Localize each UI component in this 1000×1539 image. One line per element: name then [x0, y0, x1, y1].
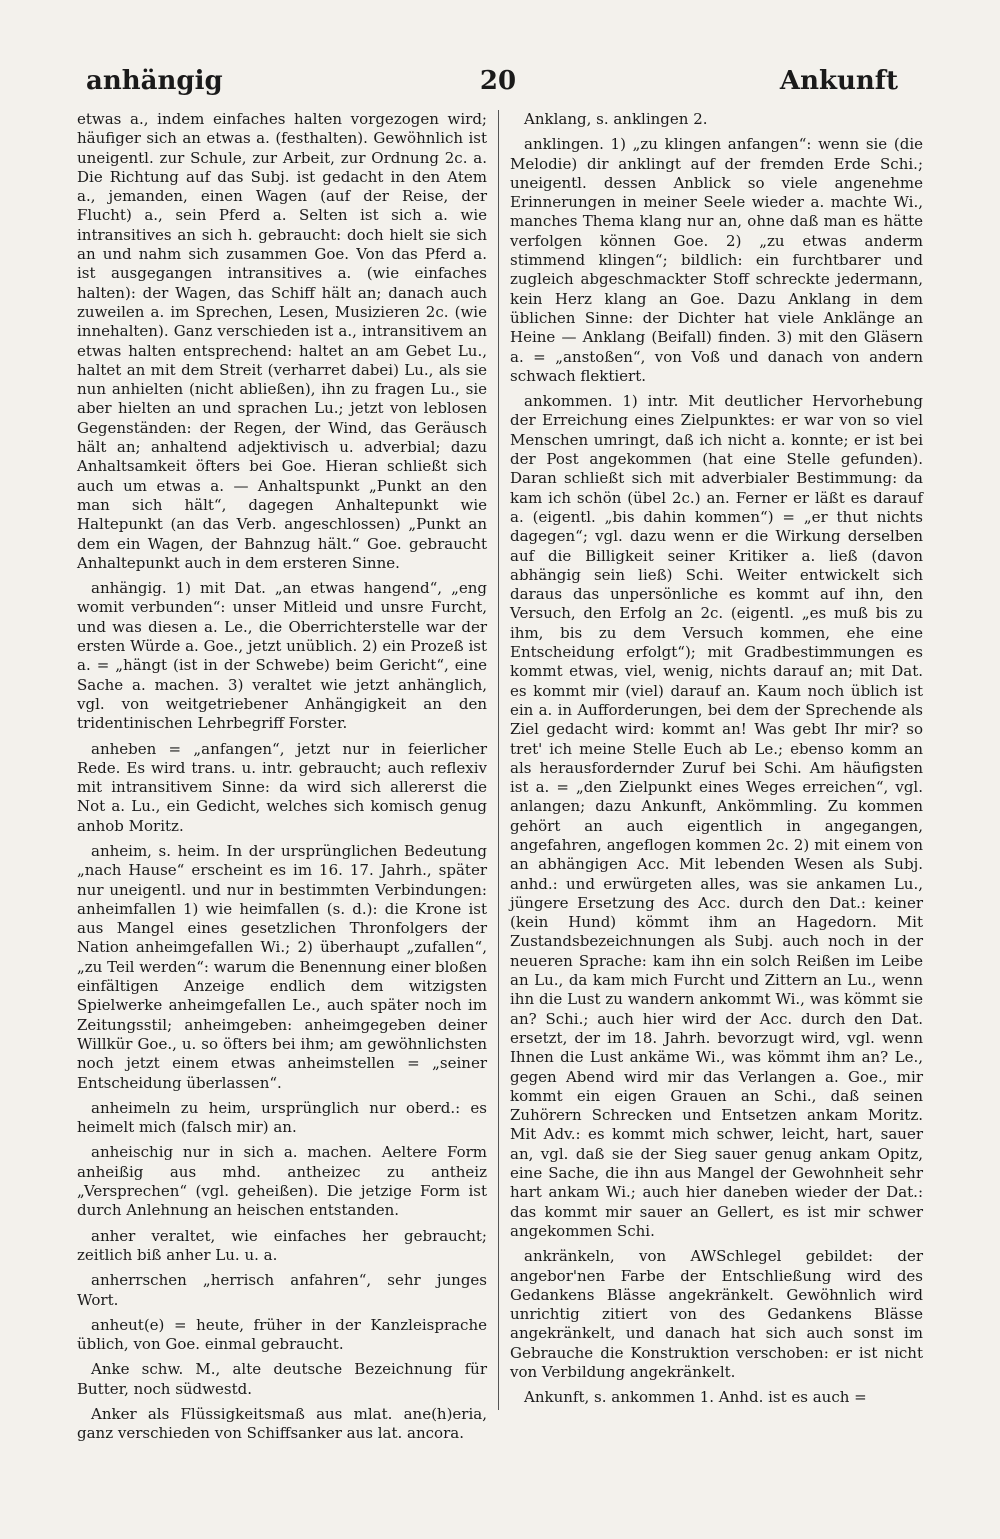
entry-anhaengig: anhängig. 1) mit Dat. „an etwas hangend“, „eng womit verbunden“: unser Mitleid und unsre Furcht, und was diesen a. Le., die Oberrichterstelle war der ersten Würde a. Goe., jetzt unüblich. 2) ein Prozeß ist a. = „hängt (ist in der Schwebe) beim Gericht“, eine Sache a. machen. 3) veraltet wie jetzt anhänglich, vgl. von weitgetriebener Anhängigkeit an den tridentinischen Lehrbegriff Forster.	[77, 579, 487, 733]
entry-anklingen: anklingen. 1) „zu klingen anfangen“: wenn sie (die Melodie) dir anklingt auf der fremden Erde Schi.; uneigentl. dessen Anblick so viele angenehme Erinnerungen in meiner Seele wieder a. machte Wi., manches Thema klang nur an, ohne daß man es hätte verfolgen können Goe. 2) „zu etwas anderm stimmend klingen“; bildlich: ein furchtbarer und zugleich abgeschmackter Stoff schreckte jedermann, kein Herz klang an Goe. Dazu Anklang in dem üblichen Sinne: der Dichter hat viele Anklänge an Heine — Anklang (Beifall) finden. 3) mit den Gläsern a. = „anstoßen“, von Voß und danach von andern schwach flektiert.	[510, 135, 923, 385]
entry-anheute: anheut(e) = heute, früher in der Kanzleisprache üblich, von Goe. einmal gebraucht.	[77, 1315, 487, 1354]
entry-anherrschen: anherrschen „herrisch anfahren“, sehr junges Wort.	[77, 1271, 487, 1309]
entry-anheimeln: anheimeln zu heim, ursprünglich nur oberd.: es heimelt mich (falsch mir) an.	[77, 1098, 487, 1137]
entry-anheischig: anheischig nur in sich a. machen. Aeltere Form anheißig aus mhd. antheizec zu antheiz „Versprechen“ (vgl. geheißen). Die jetzige Form ist durch Anlehnung an heischen entstanden.	[77, 1143, 487, 1220]
entry-ankraenkeln: ankränkeln, von AWSchlegel gebildet: der angebor'nen Farbe der Entschließung wird des Gedankens Blässe angekränkelt. Gewöhnlich wird unrichtig zitiert von des Gedankens Blässe angekränkelt, und danach hat sich auch sonst im Gebrauche die Konstruktion verschoben: er ist nicht von Verbildung angekränkelt.	[510, 1247, 923, 1381]
entry-anker: Anker als Flüssigkeitsmaß aus mlat. ane(h)eria, ganz verschieden von Schiffsanker aus lat. ancora.	[77, 1405, 487, 1443]
entry-anke: Anke schw. M., alte deutsche Bezeichnung für Butter, noch südwestd.	[77, 1360, 487, 1398]
entry-anheim: anheim, s. heim. In der ursprünglichen Bedeutung „nach Hause“ erscheint es im 16. 17. Jahrh., später nur uneigentl. und nur in bestimmten Verbindungen: anheimfallen 1) wie heimfallen (s. d.): die Krone ist aus Mangel eines gesetzlichen Thronfolgers der Nation anheimgefallen Wi.; 2) überhaupt „zufallen“, „zu Teil werden“: warum die Benennung einer bloßen einfältigen Anzeige endlich dem witzigsten Spielwerke anheimgefallen Le., auch später noch im Zeitungsstil; anheimgeben: anheimgegeben deiner Willkür Goe., u. so öfters bei ihm; am gewöhnlichsten noch jetzt einem etwas anheimstellen = „seiner Entscheidung überlassen“.	[77, 841, 487, 1092]
entry-anheben: anheben = „anfangen“, jetzt nur in feierlicher Rede. Es wird trans. u. intr. gebraucht; auch reflexiv mit intransitivem Sinne: da wird sich allererst die Not a. Lu., ein Gedicht, welches sich komisch genug anhob Moritz.	[77, 739, 487, 835]
left-column	[77, 110, 487, 1443]
entry-anher: anher veraltet, wie einfaches her gebraucht; zeitlich biß anher Lu. u. a.	[77, 1226, 487, 1264]
header-right-catchword: Ankunft	[779, 66, 898, 96]
page-number: 20	[479, 66, 517, 96]
entry-ankommen: ankommen. 1) intr. Mit deutlicher Hervorhebung der Erreichung eines Zielpunktes: er war von so viel Menschen umringt, daß ich nicht a. konnte; er ist bei der Post angekommen (hat eine Stelle gefunden). Daran schließt sich mit adverbialer Bestimmung: da kam ich schön (übel 2c.) an. Ferner er läßt es darauf a. (eigentl. „bis dahin kommen“) = „er thut nichts dagegen“; vgl. dazu wenn er die Wirkung derselben auf die Billigkeit seiner Kritiker a. ließ (davon abhängig sein ließ) Schi. Weiter entwickelt sich daraus das unpersönliche es kommt auf ihn, den Versuch, den Erfolg an 2c. (eigentl. „es muß bis zu ihm, bis zu dem Versuch kommen, ehe eine Entscheidung erfolgt“); mit Gradbestimmungen es kommt etwas, viel, wenig, nichts darauf an; mit Dat. es kommt mir (viel) darauf an. Kaum noch üblich ist ein a. in Aufforderungen, bei dem der Sprechende als Ziel gedacht wird: kommt an! Was gebt Ihr mir? so tret' ich meine Stelle Euch ab Le.; ebenso komm an als herausfordernder Zuruf bei Schi. Am häufigsten ist a. = „den Zielpunkt eines Weges erreichen“, vgl. anlangen; dazu Ankunft, Ankömmling. Zu kommen gehört an auch eigentlich in angegangen, angefahren, angeflogen kommen 2c. 2) mit einem von an abhängigen Acc. Mit lebenden Wesen als Subj. anhd.: und erwürgeten alles, was sie ankamen Lu., jüngere Ersetzung des Acc. durch den Dat.: keiner (kein Hund) kömmt ihm an Hagedorn. Mit Zustandsbezeichnungen als Subj. auch noch in der neueren Sprache: kam ihn ein solch Reißen im Leibe an Lu., da kam mich Furcht und Zittern an Lu., wenn ihn die Lust zu wandern ankommt Wi., was kömmt sie an? Schi.; auch hier wird der Acc. durch den Dat. ersetzt, der im 18. Jahrh. bevorzugt wird, vgl. wenn Ihnen die Lust ankäme Wi., was kömmt ihm an? Le., gegen Abend wird mir das Verlangen a. Goe., mir kommt ein eigen Grauen an Schi., daß seinen Zuhörern Schrecken und Entsetzen ankam Moritz. Mit Adv.: es kommt mich schwer, leicht, hart, sauer an, vgl. daß sie der Sieg sauer genug ankam Opitz, eine Sache, die ihn aus Mangel der Gewohnheit sehr hart ankam Wi.; auch hier daneben wieder der Dat.: das kommt mir sauer an Gellert, es ist mir schwer angekommen Schi.	[510, 392, 923, 1240]
column-divider	[498, 110, 499, 1410]
entry-paragraph: etwas a., indem einfaches halten vorgezogen wird; häufiger sich an etwas a. (festhalten). Gewöhnlich ist uneigentl. zur Schule, zur Arbeit, zur Ordnung 2c. a. Die Richtung auf das Subj. ist gedacht in den Atem a., jemanden, einen Wagen (auf der Reise, der Flucht) a., sein Pferd a. Selten ist sich a. wie intransitives an sich h. gebraucht: doch hielt sie sich an und nahm sich zusammen Goe. Von das Pferd a. ist ausgegangen intransitives a. (wie einfaches halten): der Wagen, das Schiff hält an; danach auch zuweilen a. im Sprechen, Lesen, Musizieren 2c. (wie innehalten). Ganz verschieden ist a., intransitivem an etwas halten entsprechend: haltet an am Gebet Lu., haltet an mit dem Streit (verharret dabei) Lu., als sie nun anhielten (nicht abließen), ihn zu fragen Lu., sie aber hielten an und sprachen Lu.; jetzt von leblosen Gegenständen: der Regen, der Wind, das Geräusch hält an; anhaltend adjektivisch u. adverbial; dazu Anhaltsamkeit öfters bei Goe. Hieran schließt sich auch um etwas a. — Anhaltspunkt „Punkt an den man sich hält“, dagegen Anhaltepunkt wie Haltepunkt (an das Verb. angeschlossen) „Punkt an dem ein Wagen, der Bahnzug hält.“ Goe. gebraucht Anhaltepunkt auch in dem ersteren Sinne.	[77, 110, 487, 572]
right-column	[510, 110, 923, 1410]
header-left-catchword: anhängig	[86, 66, 223, 96]
entry-ankunft: Ankunft, s. ankommen 1. Anhd. ist es auch =	[524, 1388, 867, 1407]
entry-anklang: Anklang, s. anklingen 2.	[524, 110, 708, 128]
page-header	[78, 62, 918, 102]
